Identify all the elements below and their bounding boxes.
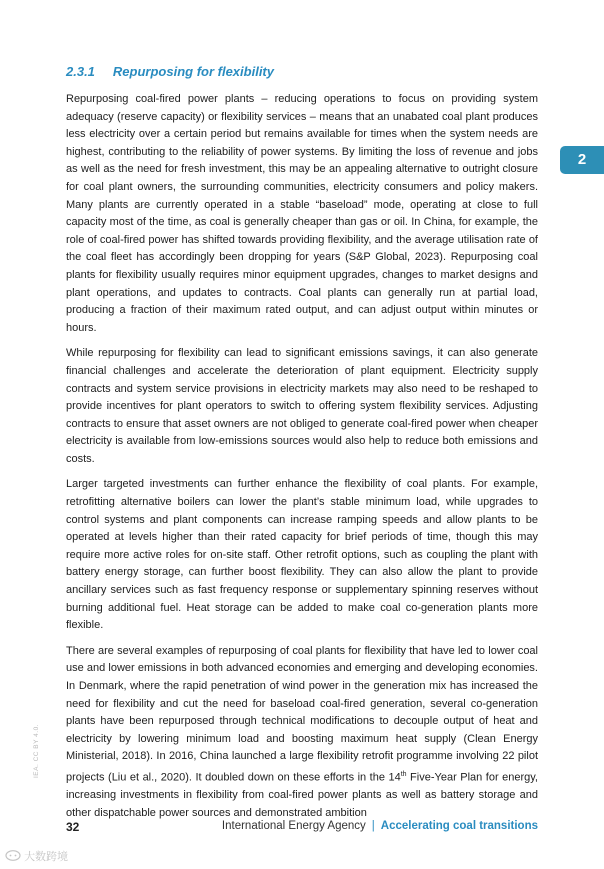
footer-running-title	[222, 820, 538, 832]
section-title: Repurposing for flexibility	[112, 64, 274, 79]
footer-report-title: Accelerating coal transitions	[380, 820, 538, 832]
chapter-tab: 2	[560, 146, 604, 174]
section-number: 2.3.1	[66, 64, 95, 79]
page-number: 32	[66, 820, 80, 834]
body-text	[66, 91, 538, 830]
paragraph-text-continued: Five-Year Plan for energy, increasing investments in flexibility from coal-fired power plants as well as battery storage and other dispatchable power sources and demonstrated ambition	[66, 771, 538, 819]
license-watermark: IEA. CC BY 4.0.	[33, 724, 40, 778]
paragraph: While repurposing for flexibility can lead to significant emissions savings, it can also generate financial challenges and accelerate the deterioration of plant equipment. Electricity supply contracts and system service provisions in electricity markets may also need to be reshaped to provide incentives for plant operators to switch to offering system flexibility services. Adjusting contracts to ensure that asset owners are not obliged to generate coal-fired power when cheaper electricity is available from low-emissions sources would also help to reduce both emissions and costs.	[66, 347, 538, 465]
footer-organization: International Energy Agency	[221, 820, 366, 832]
section-heading	[66, 64, 274, 79]
paragraph	[66, 643, 538, 823]
superscript: th	[400, 770, 407, 778]
paragraph-text: There are several examples of repurposing of coal plants for flexibility that have led to lower coal use and lower emissions in both advanced economies and emerging and developing economies. In Denmark, where the rapid penetration of wind power in the generation mix has increased the need for flexibility and cut the need for baseload coal-fired generation, several co-generation plants have been repurposed through technical modifications to decouple output of heat and electricity by lowering minimum load and boosting maximum heat supply (Clean Energy Ministerial, 2018). In 2016, China launched a large flexibility retrofit programme involving 22 pilot projects (Liu et al., 2020). It doubled down on these efforts in the 14	[66, 644, 538, 784]
corner-logo-text: 大数跨境	[24, 851, 69, 863]
paragraph: Repurposing coal-fired power plants – reducing operations to focus on providing system adequacy (reserve capacity) or flexibility services – means that an unabated coal plant produces less electricity over a certain period but remains available for times when the system needs are highest, contributing to the reliability of power systems. By limiting the loss of revenue and jobs as well as the need for fresh investment, this may be an appealing alternative to outright closure for coal plant owners, the surrounding communities, electricity consumers and policy makers. Many plants are currently operated in a stable “baseload” mode, operating at close to full capacity most of the time, as coal is generally cheaper than gas or oil. In China, for example, the role of coal-fired power has shifted towards providing flexibility, and the average utilisation rate of the coal fleet has accordingly been dropping for years (S&P Global, 2023). Repurposing coal plants for flexibility usually requires minor equipment upgrades, changes to market designs and plant operations, and updates to contracts. Coal plants can generally run at partial load, producing a fraction of their maximum rated output, and can adjust output within minutes or hours.	[66, 93, 538, 334]
chat-bubble-icon	[5, 850, 21, 862]
corner-watermark-logo	[5, 848, 68, 864]
footer-separator: |	[371, 820, 375, 832]
paragraph: Larger targeted investments can further enhance the flexibility of coal plants. For example, retrofitting alternative boilers can lower the plant’s stable minimum load, while upgrades to control systems and plant components can increase ramping speeds and allow plants to be operated at levels higher than their rated capacity for brief periods of time, though this may require more active roles for on-site staff. Other retrofit options, such as coupling the plant with battery energy storage, can further boost flexibility. They can also allow the plant to provide ancillary services such as fast frequency response or supplementary spinning reserves without burning additional fuel. Heat storage can be added to make coal co-generation plants more flexible.	[66, 478, 538, 632]
